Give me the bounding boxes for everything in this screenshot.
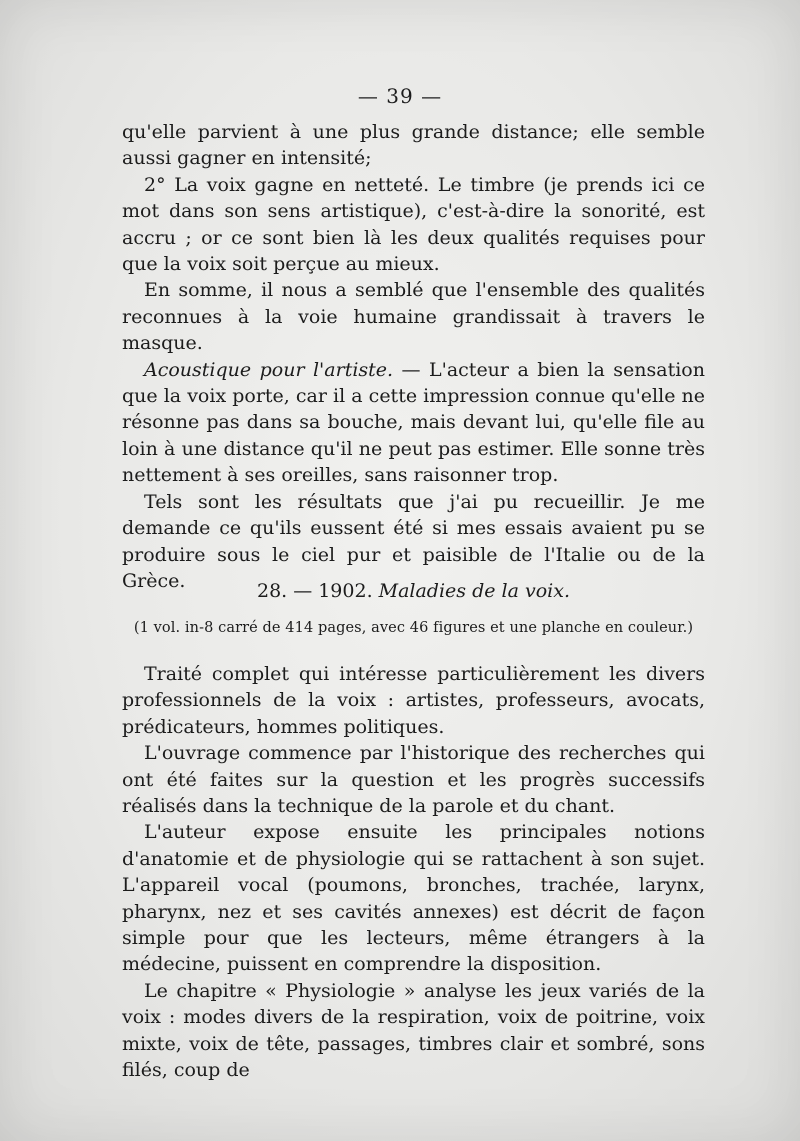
- entry-title: Maladies de la voix.: [378, 580, 570, 602]
- entry-dash: —: [293, 580, 313, 602]
- paragraph-text: — L'acteur a bien la sensation que la voix porte, car il a cette impression connue qu'elle ne résonne pas dans sa bouche, mais devant lui, qu'elle file au loin à une distance qu'il ne peut pas estimer. Elle sonne très nettement à ses oreilles, sans raisonner trop.: [122, 358, 705, 487]
- entry-year: 1902.: [318, 580, 373, 602]
- paragraph: En somme, il nous a semblé que l'ensemble des qualités reconnues à la voie humaine grandissait à travers le masque.: [122, 279, 705, 355]
- page-number: — 39 —: [357, 84, 443, 108]
- paragraph: 2° La voix gagne en netteté. Le timbre (je prends ici ce mot dans son sens artistique), c'est-à-dire la sonorité, est accru ; or ce sont bien là les deux qualités requises pour que la voix soit perçue au mieux.: [122, 173, 705, 276]
- entry-number: 28.: [257, 580, 288, 602]
- text-block-top: [122, 119, 705, 594]
- paragraph: qu'elle parvient à une plus grande distance; elle semble aussi gagner en intensité;: [122, 121, 705, 170]
- text-block-bottom: [122, 661, 705, 1084]
- paragraph-lead: Acoustique pour l'artiste.: [144, 358, 394, 381]
- paragraph: [122, 357, 705, 489]
- entry-details: (1 vol. in-8 carré de 414 pages, avec 46 figures et une planche en couleur.): [133, 620, 694, 636]
- paragraph: L'auteur expose ensuite les principales notions d'anatomie et de physiologie qui se rattachent à son sujet. L'appareil vocal (poumons, bronches, trachée, larynx, pharynx, nez et ses cavités annexes) est décrit de façon simple pour que les lecteurs, même étrangers à la médecine, puissent en comprendre la disposition.: [122, 821, 705, 976]
- paragraph: Le chapitre « Physiologie » analyse les jeux variés de la voix : modes divers de la respiration, voix de poitrine, voix mixte, voix de tête, passages, timbres clair et sombré, sons filés, coup de: [122, 979, 705, 1082]
- paragraph: Tels sont les résultats que j'ai pu recueillir. Je me demande ce qu'ils eussent été si mes essais avaient pu se produire sous le ciel pur et paisible de l'Italie ou de la Grèce.: [122, 490, 705, 592]
- paragraph: L'ouvrage commence par l'historique des recherches qui ont été faites sur la question et les progrès successifs réalisés dans la technique de la parole et du chant.: [122, 742, 705, 818]
- entry-heading: [122, 580, 705, 602]
- paragraph: Traité complet qui intéresse particulièrement les divers professionnels de la voix : artistes, professeurs, avocats, prédicateurs, hommes politiques.: [122, 663, 705, 738]
